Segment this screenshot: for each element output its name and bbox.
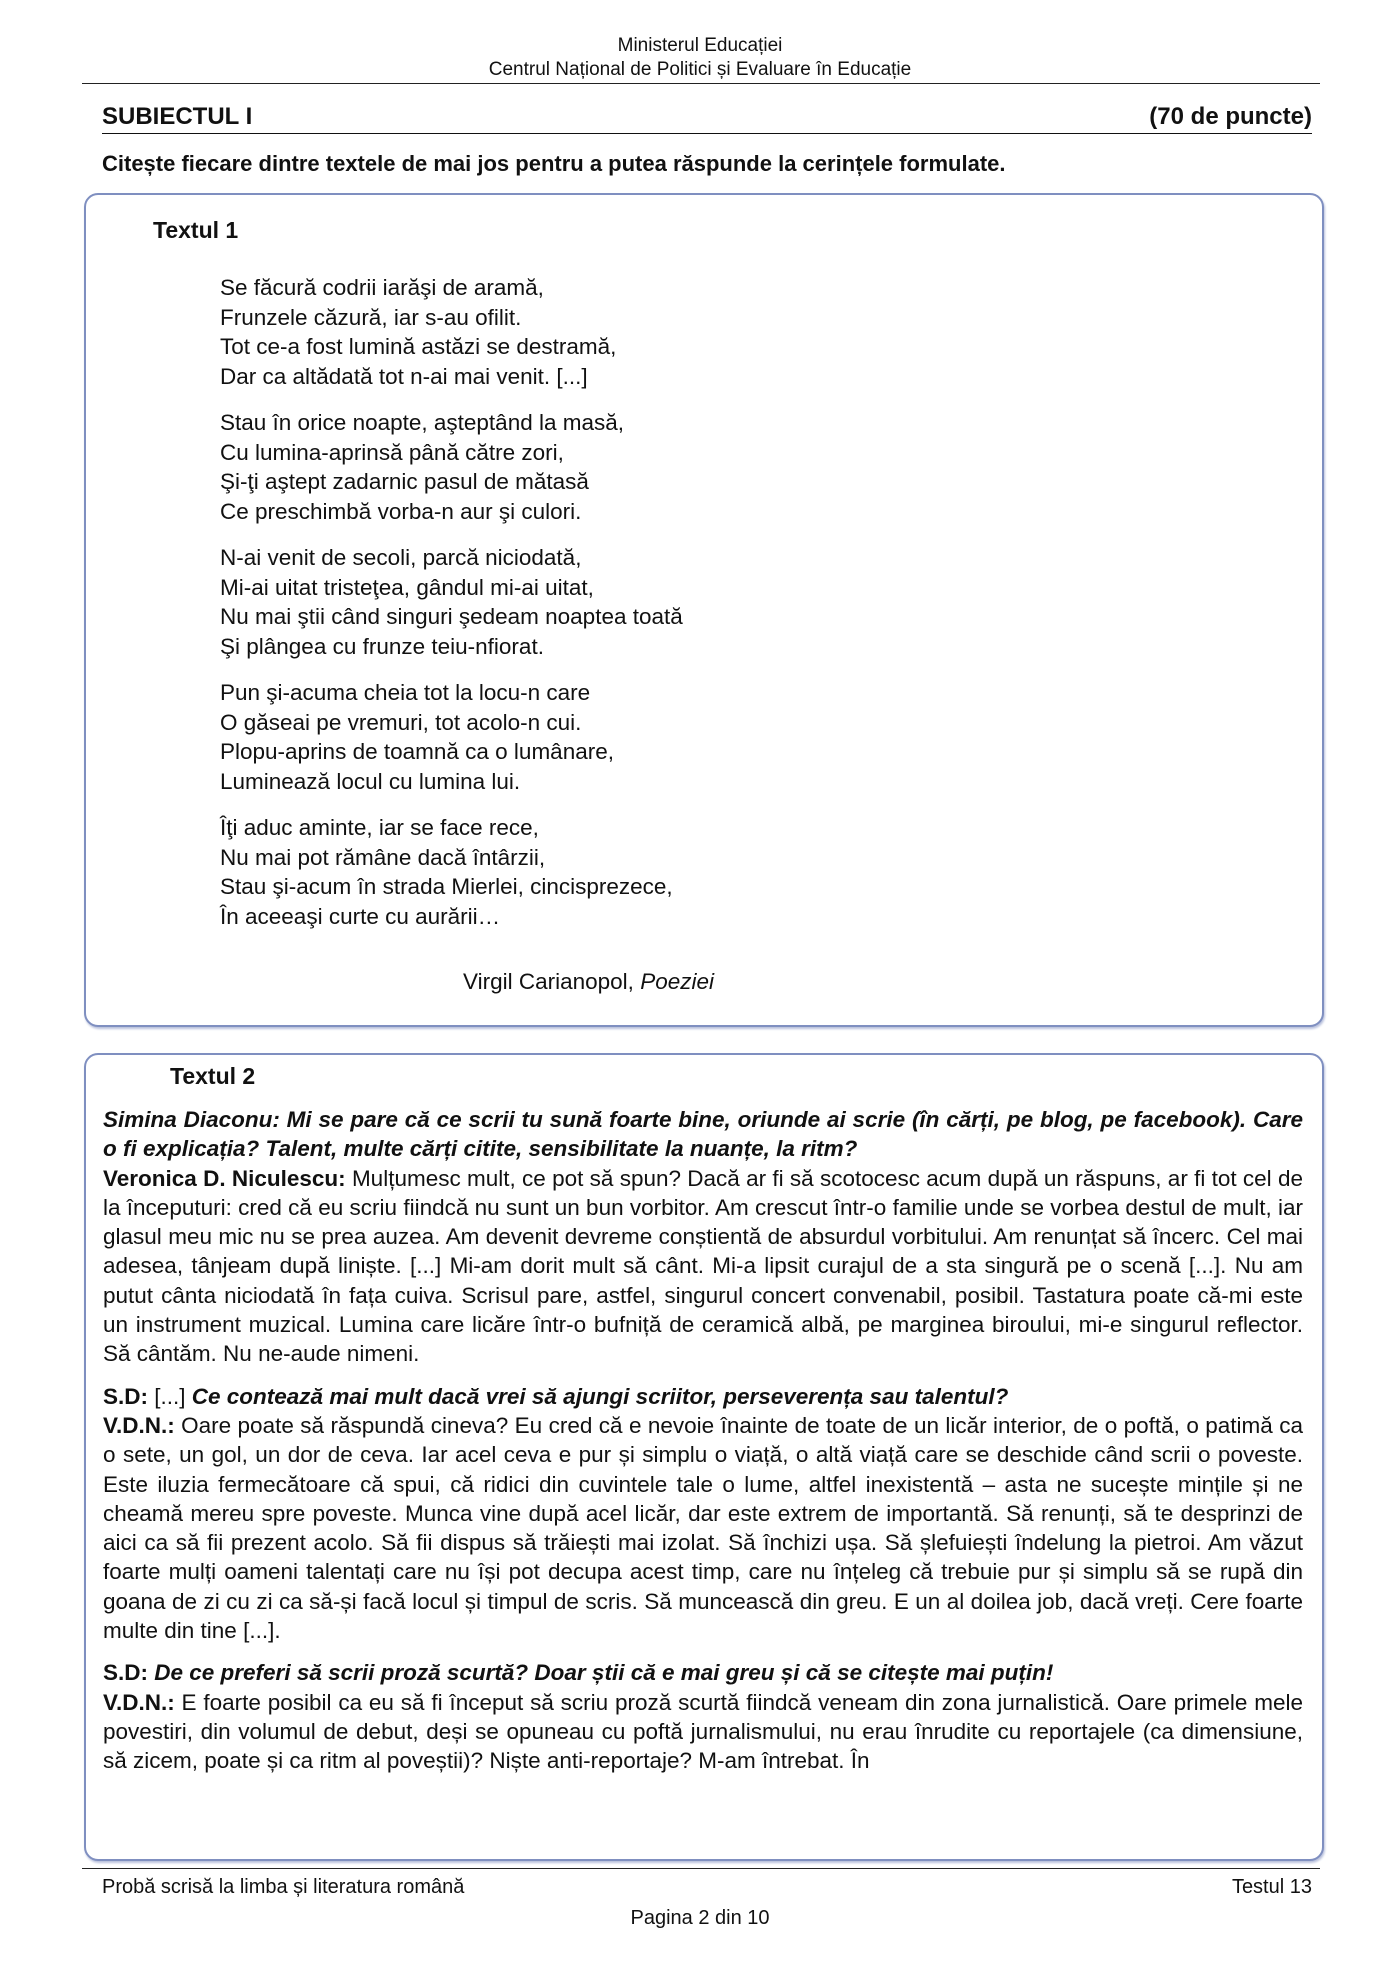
stanza bbox=[220, 543, 683, 661]
footer-divider bbox=[82, 1868, 1320, 1869]
ministry-name: Ministerul Educației bbox=[617, 35, 783, 56]
verse-line: Nu mai pot rămâne dacă întârzii, bbox=[220, 844, 546, 870]
subject-instruction: Citește fiecare dintre textele de mai jos pentru a putea răspunde la cerințele formulate. bbox=[102, 151, 1006, 176]
verse-line: Dar ca altădată tot n-ai mai venit. [...] bbox=[220, 363, 588, 389]
page-number: Pagina 2 din 10 bbox=[630, 1907, 770, 1929]
interview bbox=[103, 1105, 1303, 1789]
interview-exchange-2 bbox=[103, 1382, 1303, 1646]
answer-1-speaker: Veronica D. Niculescu: bbox=[103, 1165, 346, 1191]
footer-exam-name: Probă scrisă la limba și literatura română bbox=[102, 1876, 465, 1898]
verse-line: O găseai pe vremuri, tot acolo-n cui. bbox=[220, 709, 582, 735]
answer-2: Oare poate să răspundă cineva? Eu cred că e nevoie înainte de toate de un licăr interior, de o poftă, o patimă ca o sete, un gol, un dor de ceva. Iar acel ceva e pur și simplu o viață, o altă viață care se deschide când scrii o poveste. Este iluzia fermecătoare că spui, că ridici din cuvintele tale o lume, altfel inexistentă – asta ne sucește mințile și ne cheamă mereu spre poveste. Munca vine după acel licăr, dar este extrem de importantă. Să renunți, să te desprinzi de aici ca să fii prezent acolo. Să fii dispus să trăiești mai izolat. Să închizi ușa. Să șlefuiești îndelung la pietroi. Am văzut foarte mulți oameni talentați care nu își pot decupa acest timp, care nu înțeleg că trebuie pur și simplu să se rupă din goana de zi cu zi ca să-și facă locul și timpul de scris. Să muncească din greu. E un al doilea job, dacă vreți. Cere foarte multe din tine [...]. bbox=[103, 1412, 1303, 1644]
verse-line: Cu lumina-aprinsă până către zori, bbox=[220, 439, 564, 465]
subject-title: SUBIECTUL I bbox=[102, 103, 253, 130]
question-2-speaker: S.D: bbox=[103, 1383, 148, 1409]
verse-line: Ce preschimbă vorba-n aur şi culori. bbox=[220, 498, 582, 524]
stanza bbox=[220, 273, 683, 391]
question-3-speaker: S.D: bbox=[103, 1660, 148, 1686]
text2-box bbox=[84, 1053, 1324, 1861]
poem bbox=[220, 273, 683, 948]
subject-heading bbox=[102, 103, 1312, 134]
verse-line: Stau în orice noapte, aşteptând la masă, bbox=[220, 410, 625, 435]
poem-book: Poeziei bbox=[640, 969, 714, 994]
answer-1: Mulțumesc mult, ce pot să spun? Dacă ar fi să scotocesc acum după un răspuns, ar fi tot cel de la începuturi: cred că eu scriu fiindcă nu sunt un bun vorbitor. Am crescut într-o familie unde se vorbea destul de mult, iar glasul meu mic nu se prea auzea. Am devenit devreme conștientă de absurdul vorbitului. Am renunțat să încerc. Cel mai adesea, tânjeam după liniște. [...] Mi-am dorit mult să cânt. Mi-a lipsit curajul de a sta singură pe o scenă [...]. Nu am putut cânta niciodată în fața cuiva. Scrisul pare, astfel, singurul concert convenabil, posibil. Tastatura poate că-mi este un instrument muzical. Lumina care licăre într-o bufniță de ceramică albă, pe marginea biroului, mi-e singurul reflector. Să cântăm. Nu ne-aude nimeni. bbox=[103, 1165, 1303, 1367]
text2-title: Textul 2 bbox=[170, 1063, 256, 1089]
verse-line: În aceeaşi curte cu aurării… bbox=[220, 903, 501, 929]
interview-exchange-3 bbox=[103, 1658, 1303, 1775]
question-2: Ce contează mai mult dacă vrei să ajungi scriitor, perseverența sau talentul? bbox=[191, 1383, 1009, 1409]
verse-line: Îţi aduc aminte, iar se face rece, bbox=[220, 815, 539, 840]
text1-title: Textul 1 bbox=[153, 217, 239, 243]
verse-line: Luminează locul cu lumina lui. bbox=[220, 768, 521, 794]
verse-line: Plopu-aprins de toamnă ca o lumânare, bbox=[220, 739, 614, 764]
question-1: Simina Diaconu: Mi se pare că ce scrii tu sună foarte bine, oriunde ai scrie (în cărți, pe blog, pe facebook). Care o fi explicația? Talent, multe cărți citite, sensibilitate la nuanțe, la ritm? bbox=[103, 1107, 1303, 1162]
verse-line: Şi plângea cu frunze teiu-nfiorat. bbox=[220, 633, 544, 659]
verse-line: N-ai venit de secoli, parcă niciodată, bbox=[220, 545, 582, 570]
footer-test-number: Testul 13 bbox=[1231, 1876, 1312, 1898]
question-3: De ce preferi să scrii proză scurtă? Doar știi că e mai greu și că se citește mai puțin! bbox=[148, 1660, 1054, 1686]
verse-line: Tot ce-a fost lumină astăzi se destramă, bbox=[220, 334, 617, 359]
interview-exchange-1 bbox=[103, 1105, 1303, 1369]
stanza bbox=[220, 408, 683, 526]
center-name: Centrul Național de Politici și Evaluare în Educație bbox=[488, 59, 912, 80]
header-divider bbox=[82, 83, 1320, 84]
verse-line: Mi-ai uitat tristeţea, gândul mi-ai uitat, bbox=[220, 574, 594, 600]
answer-3-speaker: V.D.N.: bbox=[103, 1689, 175, 1715]
verse-line: Se făcură codrii iarăşi de aramă, bbox=[220, 275, 544, 300]
poem-source bbox=[463, 969, 714, 995]
stanza bbox=[220, 813, 683, 931]
verse-line: Stau şi-acum în strada Mierlei, cincisprezece, bbox=[220, 874, 673, 899]
subject-points: (70 de puncte) bbox=[1149, 103, 1312, 130]
poem-author: Virgil Carianopol, bbox=[463, 969, 641, 994]
page-header bbox=[0, 34, 1400, 82]
verse-line: Nu mai ştii când singuri şedeam noaptea toată bbox=[220, 604, 683, 629]
question-2-prefix: [...] bbox=[148, 1383, 192, 1409]
answer-2-speaker: V.D.N.: bbox=[103, 1412, 175, 1438]
answer-3: E foarte posibil ca eu să fi început să scriu proză scurtă fiindcă veneam din zona jurnalistică. Oare primele mele povestiri, din volumul de debut, deși se opuneau cu poftă jurnalismului, nu erau înrudite cu reportajele (ca dimensiune, să zicem, poate și ca ritm al poveștii)? Niște anti-reportaje? M-am întrebat. În bbox=[103, 1689, 1303, 1774]
text1-box bbox=[84, 193, 1324, 1027]
stanza bbox=[220, 678, 683, 796]
verse-line: Şi-ţi aştept zadarnic pasul de mătasă bbox=[220, 469, 589, 494]
verse-line: Frunzele căzură, iar s-au ofilit. bbox=[220, 304, 522, 330]
verse-line: Pun şi-acuma cheia tot la locu-n care bbox=[220, 680, 591, 705]
